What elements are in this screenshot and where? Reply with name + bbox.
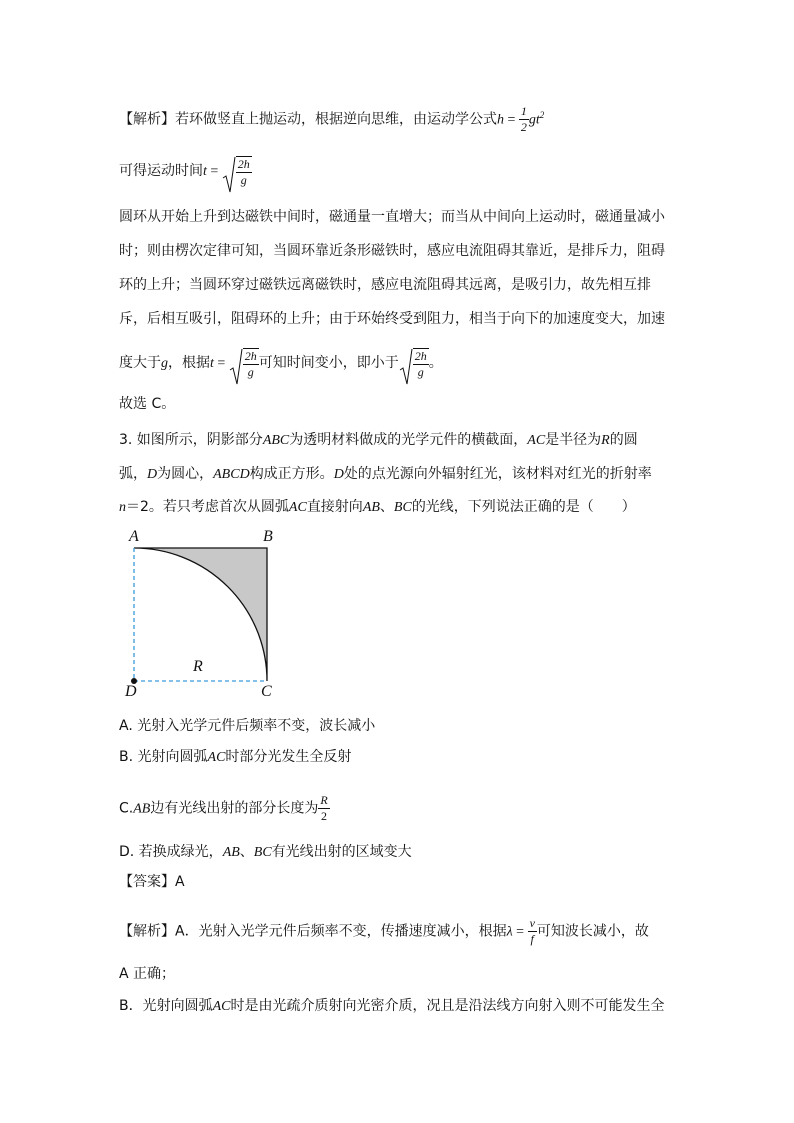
answer-line: 【答案】A [119,874,185,890]
fraction-one-half: $\frac{1}{2}$ [520,104,527,134]
analysis-line-2: A 正确； [119,966,176,982]
sqrt-2h-over-g: $\frac{2h}{g}$ [222,154,252,188]
fraction-r-over-2: $\frac{R}{2}$ [320,793,328,823]
option-b: B. 光射向圆弧AC时部分光发生全反射 [119,749,352,765]
solution-header: 【解析】若环做竖直上抛运动，根据逆向思维，由运动学公式 [119,111,497,128]
analysis-line-1: 【解析】A．光射入光学元件后频率不变，传播速度减小，根据λ = $\frac{v}{f}$ 可知波长减小，故 [119,916,649,946]
option-c: C.AB边有光线出射的部分长度为 $\frac{R}{2}$ [119,793,328,823]
question-3-line-3: n＝2。若只考虑首次从圆弧AC直接射向AB、BC的光线，下列说法正确的是（ ） [119,499,636,515]
sqrt-2h-over-g: $\frac{2h}{g}$ [399,346,429,380]
fraction-v-over-f: $\frac{v}{f}$ [529,916,535,946]
label-d: D [125,683,137,700]
label-b: B [263,528,273,545]
question-3-line-2: 弧，D为圆心，ABCD构成正方形。D处的点光源向外辐射红光，该材料对红光的折射率 [119,466,652,482]
option-d: D. 若换成绿光，AB、BC有光线出射的区域变大 [119,844,412,860]
solution-line-2: 可得运动时间t = $\frac{2h}{g}$ [119,154,252,188]
square-arc-diagram [119,530,294,705]
option-a: A. 光射入光学元件后频率不变，波长减小 [119,718,376,734]
optics-figure [119,530,294,705]
sqrt-2h-over-g: $\frac{2h}{g}$ [229,346,259,380]
label-c: C [261,683,272,700]
label-a: A [129,528,139,545]
choose-answer: 故选 C。 [119,396,176,412]
paragraph-line: 圆环从开始上升到达磁铁中间时，磁通量一直增大；而当从中间向上运动时，磁通量减小 [119,209,665,225]
question-3-line-1: 3. 如图所示，阴影部分ABC为透明材料做成的光学元件的横截面，AC是半径为R的圆 [119,432,638,448]
paragraph-line: 斥，后相互吸引，阻碍环的上升；由于环始终受到阻力，相当于向下的加速度变大，加速 [119,311,665,327]
solution-line-1: 【解析】若环做竖直上抛运动，根据逆向思维，由运动学公式h = $\frac{1}{2}$ $gt^2$ [119,104,545,134]
paragraph-line: 时；则由楞次定律可知，当圆环靠近条形磁铁时，感应电流阻碍其靠近，是排斥力，阻碍 [119,243,665,259]
paragraph-line-last: 度大于g，根据t = $\frac{2h}{g}$ 可知时间变小，即小于 $\frac{2h}{g}$ 。 [119,346,443,380]
arc-ac-symbol: AC [527,433,546,448]
analysis-line-3: B．光射向圆弧AC时是由光疏介质射向光密介质，况且是沿法线方向射入则不可能发生全 [119,998,665,1014]
label-r: R [193,658,203,675]
paragraph-line: 环的上升；当圆环穿过磁铁远离磁铁时，感应电流阻碍其远离，是吸引力，故先相互排 [119,277,651,293]
